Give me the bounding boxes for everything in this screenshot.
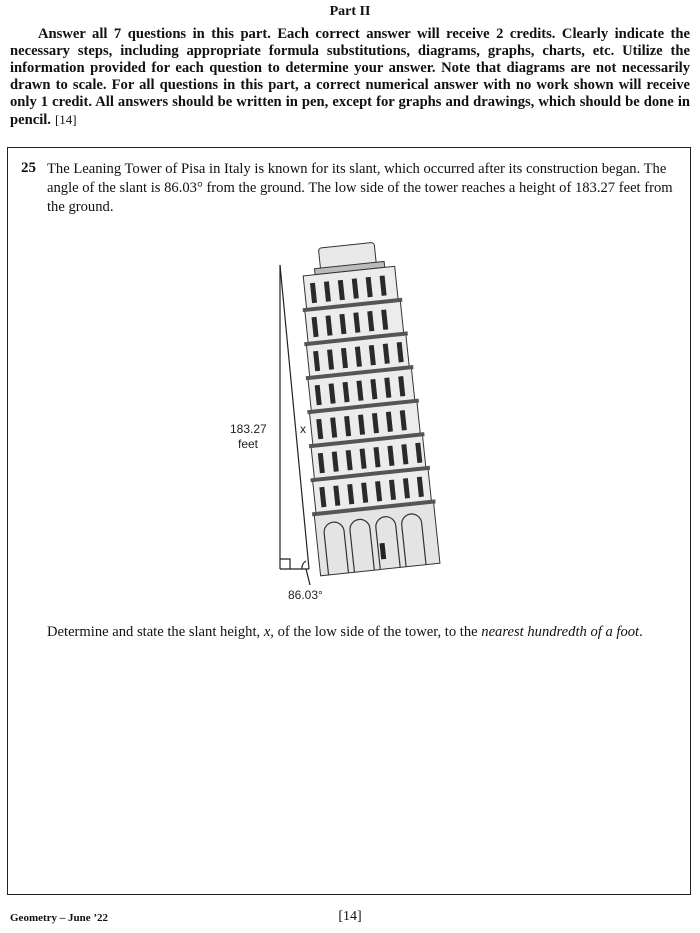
slant-label: x	[300, 422, 306, 436]
question-prompt	[47, 622, 679, 642]
prompt-emphasis: nearest hundredth of a foot	[481, 624, 640, 640]
footer-page-number: [14]	[338, 909, 362, 924]
prompt-end: .	[639, 624, 643, 640]
prompt-middle: , of the low side of the tower, to the	[270, 624, 482, 640]
height-label-unit: feet	[238, 437, 259, 451]
prompt-variable: x	[263, 624, 271, 640]
height-label-value: 183.27	[230, 422, 267, 436]
instructions-text: Answer all 7 questions in this part. Each correct answer will receive 2 credits. Clearly indicate the necessary steps, including appropriate formula substitutions, diagrams, graphs, charts, etc. Utilize the information provided for each question to determine your answer. Note that diagrams are not necessarily drawn to scale. For all questions in this part, a correct numerical answer with no work shown will receive only 1 credit. All answers should be written in pen, except for graphs and drawings, which should be done in pencil.	[10, 26, 690, 128]
angle-label: 86.03°	[288, 588, 323, 602]
instructions	[10, 26, 690, 129]
prompt-before: Determine and state the slant height,	[47, 624, 264, 640]
answer-box	[7, 147, 691, 895]
footer-exam-name: Geometry – June ’22	[10, 912, 109, 924]
part-title: Part II	[329, 4, 371, 19]
leaning-tower-illustration	[285, 239, 442, 576]
question-text: The Leaning Tower of Pisa in Italy is known for its slant, which occurred after its construction began. The angle of the slant is 86.03° from the ground. The low side of the tower reaches a height of 183.27 feet from the ground.	[47, 161, 673, 215]
tower-figure	[218, 233, 488, 603]
question-number: 25	[21, 160, 36, 176]
credit-count: [14]	[54, 112, 77, 127]
